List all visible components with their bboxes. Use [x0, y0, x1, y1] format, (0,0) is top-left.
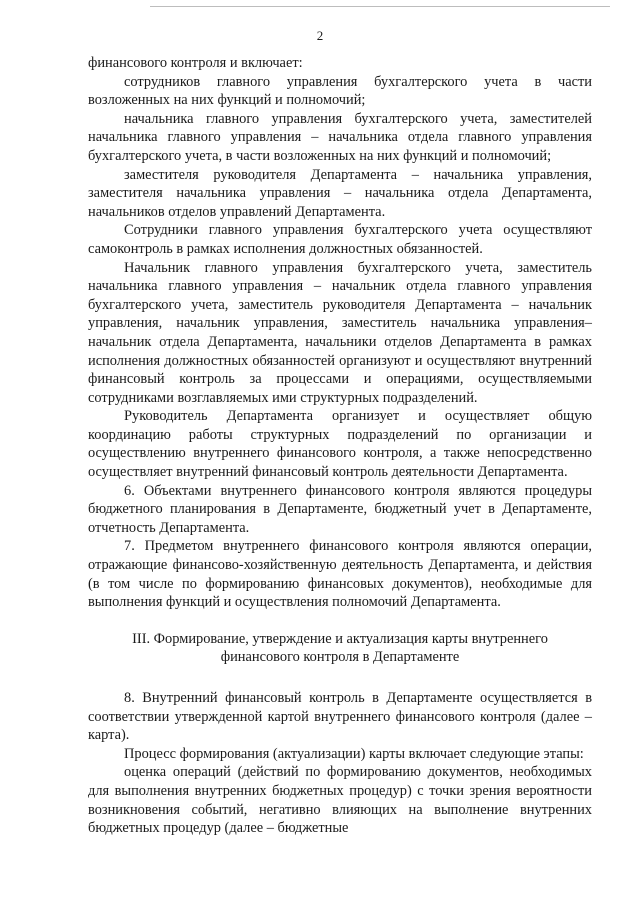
paragraph: Сотрудники главного управления бухгалтерского учета осуществляют самоконтроль в рамках исполнения должностных обязанностей. [88, 222, 592, 257]
paragraph: сотрудников главного управления бухгалтерского учета в части возложенных на них функций и полномочий; [88, 73, 592, 109]
document-body [88, 54, 592, 838]
paragraph: финансового контроля и включает: [88, 55, 303, 71]
page-number: 2 [316, 28, 324, 43]
scan-top-edge [150, 6, 610, 7]
paragraph-item-7: 7. Предметом внутреннего финансового контроля являются операции, отражающие финансово-хозяйственную деятельность Департамента, и действия (в том числе по формированию финансовых документов), необходимые для выполнения функций и осуществления полномочий Департамента. [88, 538, 592, 611]
paragraph-item-6: 6. Объектами внутреннего финансового контроля являются процедуры бюджетного планирования в Департаменте, бюджетный учет в Департаменте, отчетность Департамента. [88, 482, 592, 536]
section-heading-line: финансового контроля в Департаменте [220, 649, 460, 666]
paragraph: Процесс формирования (актуализации) карты включает следующие этапы: [124, 745, 584, 762]
paragraph: Начальник главного управления бухгалтерского учета, заместитель начальника главного управления – начальник отдела главного управления бухгалтерского учета, заместитель руководителя Департамента – начальник управления, начальник управления, заместитель начальника управления– начальник отдела Департамента, начальники отделов Департамента в рамках исполнения должностных обязанностей организуют и осуществляют внутренний финансовый контроль за процессами и операциями, осуществляемыми сотрудниками возглавляемых ими структурных подразделений. [88, 259, 592, 406]
paragraph: заместителя руководителя Департамента – начальника управления, заместителя начальника управления – начальника отдела Департамента, начальников отделов управлений Департамента. [88, 166, 592, 220]
paragraph: начальника главного управления бухгалтерского учета, заместителей начальника главного управления – начальника отдела главного управления бухгалтерского учета, в части возложенных на них функций и полномочий; [88, 110, 592, 164]
paragraph: оценка операций (действий по формированию документов, необходимых для выполнения внутренних бюджетных процедур) с точки зрения вероятности возникновения событий, негативно влияющих на выполнение внутренних бюджетных процедур (далее – бюджетные [88, 764, 592, 837]
section-heading-line: III. Формирование, утверждение и актуализация карты внутреннего [132, 630, 548, 647]
section-heading [88, 630, 592, 667]
paragraph-item-8: 8. Внутренний финансовый контроль в Департаменте осуществляется в соответствии утвержденной картой внутреннего финансового контроля (далее – карта). [88, 690, 592, 744]
paragraph: Руководитель Департамента организует и осуществляет общую координацию работы структурных подразделений по организации и осуществлению внутреннего финансового контроля, а также непосредственно осуществляет внутренний финансовый контроль деятельности Департамента. [88, 408, 592, 481]
